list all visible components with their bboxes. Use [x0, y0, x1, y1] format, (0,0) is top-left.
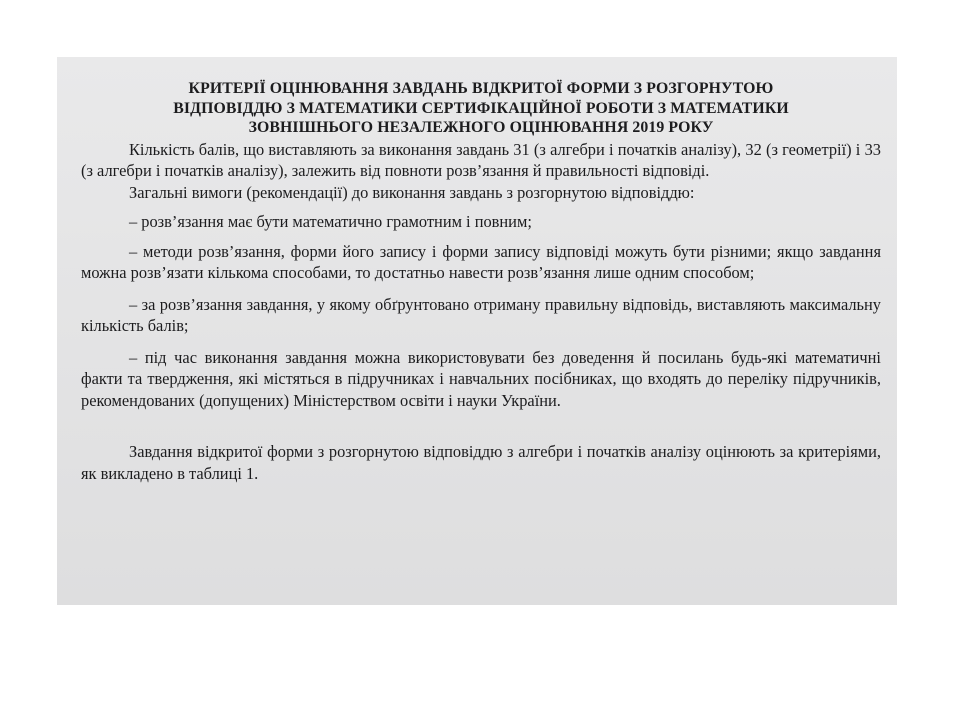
document-page — [81, 79, 881, 484]
paragraph-general-requirements: Загальні вимоги (рекомендації) до виконання завдань з розгорнутою відповіддю: — [129, 182, 695, 202]
list-item-requirement: – розв’язання має бути математично грамотним і повним; — [129, 212, 532, 231]
document-title — [81, 79, 881, 138]
list-item-requirement: – методи розв’язання, форми його запису і форми запису відповіді можуть бути різними; якщо завдання можна розв’язати кількома способами, то достатньо навести розв’язання лише одним способом; — [81, 241, 881, 282]
title-line: КРИТЕРІЇ ОЦІНЮВАННЯ ЗАВДАНЬ ВІДКРИТОЇ ФОРМИ З РОЗГОРНУТОЮ — [188, 80, 774, 97]
list-item-requirement: – за розв’язання завдання, у якому обґрунтовано отриману правильну відповідь, виставляють максимальну кількість балів; — [81, 294, 881, 335]
document-photo — [57, 57, 897, 605]
paragraph-table-reference: Завдання відкритої форми з розгорнутою відповіддю з алгебри і початків аналізу оцінюють за критеріями, як викладено в таблиці 1. — [81, 442, 881, 483]
list-item-requirement: – під час виконання завдання можна використовувати без доведення й посилань будь-які математичні факти та твердження, які містяться в підручниках і навчальних посібниках, що входять до переліку підручників, рекомендованих (допущених) Міністерством освіти і науки України. — [81, 347, 881, 410]
title-line: ВІДПОВІДДЮ З МАТЕМАТИКИ СЕРТИФІКАЦІЙНОЇ РОБОТИ З МАТЕМАТИКИ — [173, 99, 789, 117]
paragraph-scoring-intro: Кількість балів, що виставляють за виконання завдань 31 (з алгебри і початків аналізу), 32 (з геометрії) і 33 (з алгебри і початків аналізу), залежить від повноти розв’язання й правильності відповіді. — [81, 139, 881, 180]
title-line: ЗОВНІШНЬОГО НЕЗАЛЕЖНОГО ОЦІНЮВАННЯ 2019 РОКУ — [248, 119, 714, 136]
